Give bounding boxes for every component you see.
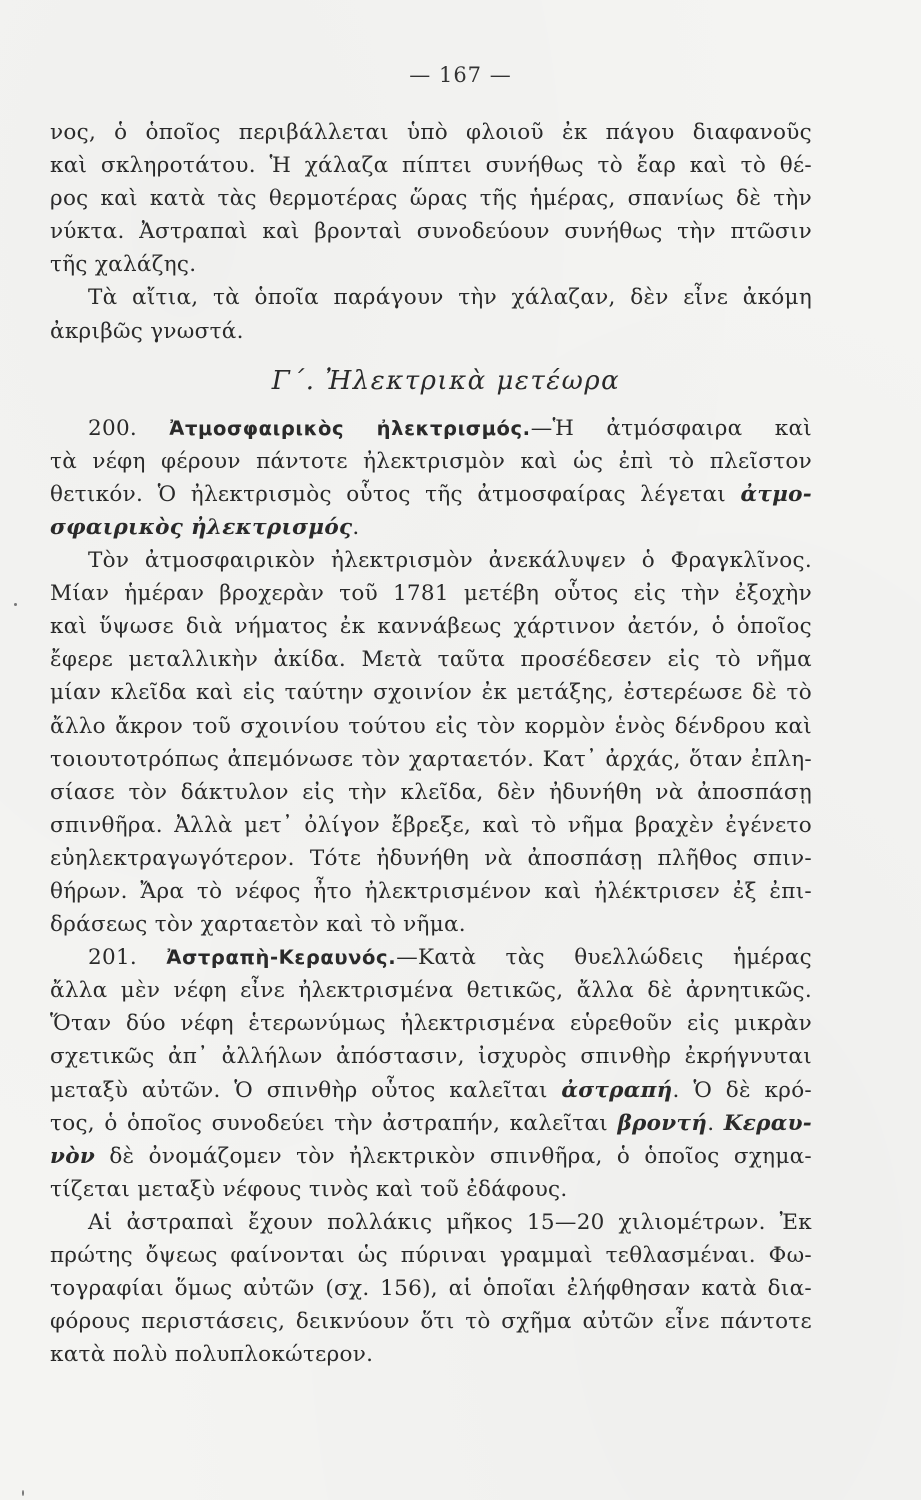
- text-line: Τὰ αἴτια, τὰ ὁποῖα παράγουν τὴν χάλαζαν, δὲν εἶνε ἀκόμη: [88, 285, 812, 311]
- text-run: μεταξὺ αὐτῶν. Ὁ σπινθὴρ οὗτος καλεῖται: [50, 1077, 548, 1103]
- text-line: καὶ σκληροτάτου. Ἡ χάλαζα πίπτει συνήθως τὸ ἔαρ καὶ τὸ θέ-: [50, 153, 812, 179]
- paragraph-201-first-line: [50, 941, 812, 974]
- paragraph-number: 200.: [88, 415, 138, 441]
- paragraph-title: Ἀτμοσφαιρικὸς ἠλεκτρισμός.: [169, 416, 531, 440]
- text-line: κατὰ πολὺ πολυπλοκώτερον.: [50, 1342, 374, 1368]
- text-run: . Ὁ δὲ κρό-: [672, 1077, 812, 1103]
- section-heading: Γ΄. Ἠλεκτρικὰ μετέωρα: [271, 365, 621, 396]
- text-line: σχετικῶς ἀπ᾿ ἀλλήλων ἀπόστασιν, ἰσχυρὸς σπινθὴρ ἐκρήγνυται: [50, 1044, 812, 1070]
- emphasized-term: ἀτμο-: [740, 481, 812, 507]
- text-line: τογραφίαι ὅμως αὐτῶν (σχ. 156), αἱ ὁποῖαι ἐλήφθησαν κατὰ δια-: [50, 1276, 812, 1302]
- text-line: [50, 1107, 812, 1140]
- text-line: μίαν κλεῖδα καὶ εἰς ταύτην σχοινίον ἐκ μετάξης, ἐστερέωσε δὲ τὸ: [50, 680, 812, 706]
- text-line: ἀκριβῶς γνωστά.: [50, 318, 244, 344]
- body-text: [50, 116, 812, 1371]
- text-line: σπινθῆρα. Ἀλλὰ μετ᾿ ὀλίγον ἔβρεξε, καὶ τὸ νῆμα βραχὲν ἐγένετο: [50, 812, 812, 838]
- text-line: τίζεται μεταξὺ νέφους τινὸς καὶ τοῦ ἐδάφους.: [50, 1176, 568, 1202]
- text-line: τὰ νέφη φέρουν πάντοτε ἠλεκτρισμὸν καὶ ὡς ἐπὶ τὸ πλεῖστον: [50, 448, 812, 474]
- text-line: ἔφερε μεταλλικὴν ἀκίδα. Μετὰ ταῦτα προσέδεσεν εἰς τὸ νῆμα: [50, 647, 812, 673]
- text-line: Τὸν ἀτμοσφαιρικὸν ἠλεκτρισμὸν ἀνεκάλυψεν ὁ Φραγκλῖνος.: [88, 548, 812, 574]
- text-run: θετικόν. Ὁ ἠλεκτρισμὸς οὗτος τῆς ἀτμοσφαίρας λέγεται: [50, 481, 726, 507]
- emphasized-term: Κεραυ-: [723, 1110, 812, 1136]
- emphasized-term: σφαιρικὸς ἠλεκτρισμός: [50, 514, 353, 540]
- text-line: ἄλλα μὲν νέφη εἶνε ἠλεκτρισμένα θετικῶς, ἄλλα δὲ ἀρνητικῶς.: [50, 978, 812, 1004]
- text-line: τῆς χαλάζης.: [50, 252, 197, 278]
- text-run: δὲ ὀνομάζομεν τὸν ἠλεκτρικὸν σπινθῆρα, ὁ ὁποῖος σχημα-: [109, 1143, 812, 1169]
- page-number: — 167 —: [409, 63, 512, 87]
- text-line: Αἱ ἀστραπαὶ ἔχουν πολλάκις μῆκος 15—20 χιλιομέτρων. Ἐκ: [88, 1209, 812, 1235]
- paragraph-number: 201.: [88, 945, 138, 971]
- paragraph-200-first-line: [50, 412, 812, 445]
- text-line: νος, ὁ ὁποῖος περιβάλλεται ὑπὸ φλοιοῦ ἐκ πάγου διαφανοῦς: [50, 120, 812, 145]
- text-line: θήρων. Ἄρα τὸ νέφος ἦτο ἠλεκτρισμένον καὶ ἠλέκτρισεν ἐξ ἐπι-: [50, 878, 812, 904]
- paragraph-title: Ἀστραπὴ-Κεραυνός.: [166, 946, 397, 970]
- text-line: τοιουτοτρόπως ἀπεμόνωσε τὸν χαρταετόν. Κατ᾿ ἀρχάς, ὅταν ἐπλη-: [50, 746, 812, 772]
- text-line: εὐηλεκτραγωγότερον. Τότε ἠδυνήθη νὰ ἀποσπάσῃ πλῆθος σπιν-: [50, 845, 812, 871]
- text-line: [50, 1140, 812, 1173]
- text-line: Μίαν ἡμέραν βροχερὰν τοῦ 1781 μετέβη οὗτος εἰς τὴν ἐξοχὴν: [50, 581, 812, 607]
- paper-speck: [22, 1490, 24, 1496]
- paper-speck: [14, 603, 17, 606]
- emphasized-term: νὸν: [50, 1143, 96, 1169]
- emphasized-term: βροντή: [617, 1110, 708, 1136]
- text-line: καὶ ὕψωσε διὰ νήματος ἐκ καννάβεως χάρτινον ἀετόν, ὁ ὁποῖος: [50, 614, 812, 640]
- text-line: [50, 511, 812, 544]
- text-line: ἄλλο ἄκρον τοῦ σχοινίου τούτου εἰς τὸν κορμὸν ἑνὸς δένδρου καὶ: [50, 713, 812, 739]
- text-line: ρος καὶ κατὰ τὰς θερμοτέρας ὥρας τῆς ἡμέρας, σπανίως δὲ τὴν: [50, 186, 812, 212]
- text-run: τος, ὁ ὁποῖος συνοδεύει τὴν ἀστραπήν, καλεῖται: [50, 1110, 609, 1136]
- emphasized-term: ἀστραπή: [561, 1077, 673, 1103]
- text-line: πρώτης ὄψεως φαίνονται ὡς πύριναι γραμμαὶ τεθλασμέναι. Φω-: [50, 1243, 812, 1268]
- text-line: νύκτα. Ἀστραπαὶ καὶ βρονταὶ συνοδεύουν συνήθως τὴν πτῶσιν: [50, 219, 812, 245]
- text-line: Ὅταν δύο νέφη ἑτερωνύμως ἠλεκτρισμένα εὑρεθοῦν εἰς μικρὰν: [50, 1011, 812, 1037]
- text-line: [50, 1074, 812, 1107]
- text-run: —Ἡ ἀτμόσφαιρα καὶ: [530, 415, 812, 441]
- text-line: φόρους περιστάσεις, δεικνύουν ὅτι τὸ σχῆμα αὐτῶν εἶνε πάντοτε: [50, 1309, 812, 1335]
- text-line: δράσεως τὸν χαρταετὸν καὶ τὸ νῆμα.: [50, 912, 466, 938]
- text-run: —Κατὰ τὰς θυελλώδεις ἡμέρας: [396, 945, 812, 971]
- text-run: .: [352, 514, 360, 540]
- text-run: .: [707, 1110, 715, 1136]
- text-line: [50, 478, 812, 511]
- text-line: σίασε τὸν δάκτυλον εἰς τὴν κλεῖδα, δὲν ἠδυνήθη νὰ ἀποσπάσῃ: [50, 779, 812, 805]
